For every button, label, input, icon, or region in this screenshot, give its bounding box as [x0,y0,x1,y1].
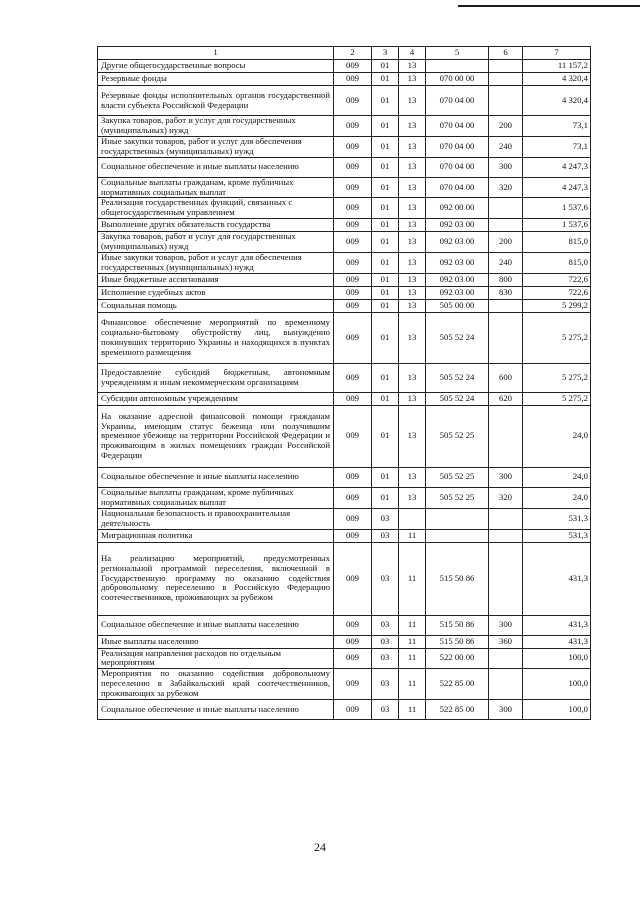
page-number: 24 [314,840,326,854]
row-subsection-cell: 13 [399,392,426,405]
row-expense-type-cell: 620 [489,392,523,405]
table-row [98,467,591,487]
row-target-article-cell: 070 04 00 [426,177,489,198]
row-expense-type-cell: 300 [489,700,523,720]
row-name-cell: Социальное обеспечение и иные выплаты населению [98,157,334,177]
row-expense-type-cell [489,529,523,542]
row-amount-cell: 100,0 [523,669,591,700]
row-code-cell: 009 [334,286,372,299]
row-subsection-cell: 13 [399,198,426,219]
row-amount-cell: 1 537,6 [523,198,591,219]
row-amount-cell: 5 275,2 [523,312,591,363]
row-subsection-cell: 11 [399,648,426,669]
row-expense-type-cell [489,312,523,363]
row-section-cell: 01 [372,116,399,137]
row-subsection-cell: 13 [399,116,426,137]
row-amount-cell: 531,3 [523,508,591,529]
row-name-cell: На оказание адресной финансовой помощи гражданам Украины, имеющим статус беженца или получившим временное убежище на территории Российской Федерации и проживающим в жилых помещениях граждан Российской Федерации [98,405,334,467]
row-amount-cell: 24,0 [523,487,591,508]
row-amount-cell: 815,0 [523,253,591,274]
row-expense-type-cell: 300 [489,157,523,177]
row-target-article-cell: 515 50 86 [426,635,489,648]
row-code-cell: 009 [334,116,372,137]
row-name-cell: Исполнение судебных актов [98,286,334,299]
row-subsection-cell: 13 [399,86,426,116]
row-expense-type-cell [489,219,523,232]
header-cell-2: 2 [334,47,372,60]
row-section-cell: 01 [372,86,399,116]
row-subsection-cell: 11 [399,669,426,700]
row-code-cell: 009 [334,648,372,669]
row-subsection-cell: 11 [399,542,426,615]
row-code-cell: 009 [334,157,372,177]
row-code-cell: 009 [334,700,372,720]
row-amount-cell: 100,0 [523,648,591,669]
row-amount-cell: 4 320,4 [523,73,591,86]
row-amount-cell: 4 247,3 [523,157,591,177]
row-code-cell: 009 [334,219,372,232]
row-section-cell: 03 [372,648,399,669]
row-code-cell: 009 [334,299,372,312]
row-name-cell: Иные выплаты населению [98,635,334,648]
row-target-article-cell: 505 52 25 [426,405,489,467]
row-section-cell: 01 [372,286,399,299]
row-subsection-cell: 13 [399,60,426,73]
table-row [98,299,591,312]
row-code-cell: 009 [334,405,372,467]
row-expense-type-cell [489,60,523,73]
row-target-article-cell: 070 04 00 [426,86,489,116]
header-cell-6: 6 [489,47,523,60]
row-name-cell: Реализация направления расходов по отдельным мероприятиям [98,648,334,669]
row-target-article-cell: 515 50 86 [426,615,489,635]
row-subsection-cell: 11 [399,615,426,635]
row-name-cell: Другие общегосударственные вопросы [98,60,334,73]
table-row [98,648,591,669]
row-subsection-cell: 13 [399,177,426,198]
row-name-cell: Миграционная политика [98,529,334,542]
row-code-cell: 009 [334,60,372,73]
header-cell-4: 4 [399,47,426,60]
row-code-cell: 009 [334,392,372,405]
row-section-cell: 01 [372,273,399,286]
row-target-article-cell [426,60,489,73]
row-subsection-cell: 13 [399,73,426,86]
table-row [98,542,591,615]
row-amount-cell: 5 275,2 [523,363,591,392]
row-name-cell: Финансовое обеспечение мероприятий по временному социально-бытовому обустройству лиц, вынужденно покинувших территорию Украины и находящихся в пунктах временного размещения [98,312,334,363]
row-target-article-cell: 522 85 00 [426,700,489,720]
row-section-cell: 01 [372,157,399,177]
row-target-article-cell: 505 52 24 [426,312,489,363]
row-subsection-cell: 13 [399,467,426,487]
row-subsection-cell: 11 [399,529,426,542]
row-name-cell: Закупка товаров, работ и услуг для государственных (муниципальных) нужд [98,116,334,137]
table-row [98,73,591,86]
row-target-article-cell: 505 52 25 [426,487,489,508]
table-row [98,508,591,529]
row-target-article-cell: 070 04 00 [426,116,489,137]
row-name-cell: На реализацию мероприятий, предусмотренных региональной программой переселения, включенной в Государственную программу по оказанию содействия добровольному переселению в Российскую Федерацию соотечественников, проживающих за рубежом [98,542,334,615]
top-edge-line [458,5,640,7]
row-subsection-cell [399,508,426,529]
row-expense-type-cell: 800 [489,273,523,286]
row-amount-cell: 431,3 [523,615,591,635]
row-expense-type-cell: 200 [489,116,523,137]
row-code-cell: 009 [334,273,372,286]
row-target-article-cell: 070 00 00 [426,73,489,86]
row-code-cell: 009 [334,508,372,529]
row-expense-type-cell: 830 [489,286,523,299]
table-row [98,136,591,157]
row-amount-cell: 24,0 [523,405,591,467]
row-expense-type-cell [489,542,523,615]
row-section-cell: 03 [372,542,399,615]
row-target-article-cell: 092 03 00 [426,273,489,286]
row-amount-cell: 722,6 [523,286,591,299]
row-section-cell: 01 [372,363,399,392]
row-amount-cell: 4 247,3 [523,177,591,198]
row-name-cell: Социальное обеспечение и иные выплаты населению [98,615,334,635]
row-amount-cell: 1 537,6 [523,219,591,232]
row-expense-type-cell [489,669,523,700]
row-section-cell: 03 [372,700,399,720]
row-amount-cell: 73,1 [523,116,591,137]
table-row [98,669,591,700]
table-row [98,312,591,363]
row-expense-type-cell: 300 [489,467,523,487]
row-subsection-cell: 13 [399,232,426,253]
row-amount-cell: 531,3 [523,529,591,542]
row-section-cell: 01 [372,136,399,157]
table-row [98,60,591,73]
row-subsection-cell: 13 [399,405,426,467]
row-section-cell: 03 [372,508,399,529]
row-target-article-cell: 092 03 00 [426,232,489,253]
row-subsection-cell: 13 [399,312,426,363]
table-row [98,487,591,508]
row-section-cell: 01 [372,405,399,467]
row-name-cell: Социальные выплаты гражданам, кроме публичных нормативных социальных выплат [98,177,334,198]
row-section-cell: 01 [372,253,399,274]
row-expense-type-cell: 200 [489,232,523,253]
row-name-cell: Социальное обеспечение и иные выплаты населению [98,700,334,720]
row-expense-type-cell [489,73,523,86]
row-name-cell: Социальное обеспечение и иные выплаты населению [98,467,334,487]
row-expense-type-cell [489,86,523,116]
row-subsection-cell: 13 [399,273,426,286]
header-cell-7: 7 [523,47,591,60]
row-section-cell: 01 [372,467,399,487]
row-code-cell: 009 [334,232,372,253]
row-code-cell: 009 [334,177,372,198]
row-code-cell: 009 [334,136,372,157]
row-target-article-cell: 092 00 00 [426,198,489,219]
row-section-cell: 01 [372,219,399,232]
row-target-article-cell: 092 03 00 [426,253,489,274]
row-subsection-cell: 13 [399,253,426,274]
row-name-cell: Социальная помощь [98,299,334,312]
row-section-cell: 01 [372,232,399,253]
row-expense-type-cell [489,405,523,467]
row-code-cell: 009 [334,363,372,392]
row-amount-cell: 431,3 [523,542,591,615]
table-row [98,86,591,116]
row-target-article-cell: 505 52 24 [426,363,489,392]
row-section-cell: 03 [372,669,399,700]
row-subsection-cell: 11 [399,700,426,720]
row-name-cell: Иные бюджетные ассигнования [98,273,334,286]
table-row [98,232,591,253]
header-cell-1: 1 [98,47,334,60]
row-section-cell: 03 [372,635,399,648]
row-section-cell: 03 [372,615,399,635]
row-code-cell: 009 [334,669,372,700]
row-amount-cell: 73,1 [523,136,591,157]
row-subsection-cell: 11 [399,635,426,648]
row-target-article-cell: 515 50 86 [426,542,489,615]
row-target-article-cell: 092 03 00 [426,219,489,232]
row-name-cell: Резервные фонды исполнительных органов государственной власти субъекта Российской Федерации [98,86,334,116]
table-row [98,273,591,286]
row-subsection-cell: 13 [399,157,426,177]
row-code-cell: 009 [334,86,372,116]
row-target-article-cell: 070 04 00 [426,157,489,177]
row-expense-type-cell: 240 [489,253,523,274]
row-name-cell: Мероприятия по оказанию содействия добровольному переселению в Забайкальский край соотечественников, проживающих за рубежом [98,669,334,700]
table-row [98,529,591,542]
row-name-cell: Реализация государственных функций, связанных с общегосударственным управлением [98,198,334,219]
row-section-cell: 01 [372,299,399,312]
row-expense-type-cell [489,648,523,669]
table-row [98,253,591,274]
row-amount-cell: 24,0 [523,467,591,487]
row-subsection-cell: 13 [399,363,426,392]
row-target-article-cell [426,508,489,529]
row-amount-cell: 100,0 [523,700,591,720]
table-row [98,700,591,720]
row-name-cell: Иные закупки товаров, работ и услуг для обеспечения государственных (муниципальных) нужд [98,253,334,274]
row-subsection-cell: 13 [399,286,426,299]
table-row [98,615,591,635]
row-expense-type-cell [489,198,523,219]
row-name-cell: Выполнение других обязательств государства [98,219,334,232]
row-code-cell: 009 [334,487,372,508]
row-target-article-cell: 522 00 00 [426,648,489,669]
row-code-cell: 009 [334,635,372,648]
row-expense-type-cell: 600 [489,363,523,392]
row-subsection-cell: 13 [399,219,426,232]
table-row [98,116,591,137]
row-code-cell: 009 [334,73,372,86]
row-name-cell: Резервные фонды [98,73,334,86]
row-amount-cell: 722,6 [523,273,591,286]
row-amount-cell: 5 275,2 [523,392,591,405]
row-code-cell: 009 [334,542,372,615]
table-row [98,177,591,198]
header-cell-5: 5 [426,47,489,60]
row-amount-cell: 11 157,2 [523,60,591,73]
table-row [98,198,591,219]
table-row [98,286,591,299]
row-code-cell: 009 [334,253,372,274]
row-section-cell: 01 [372,198,399,219]
row-target-article-cell: 505 52 24 [426,392,489,405]
row-amount-cell: 5 299,2 [523,299,591,312]
table-row [98,157,591,177]
row-section-cell: 01 [372,312,399,363]
row-expense-type-cell: 320 [489,177,523,198]
table-row [98,363,591,392]
row-name-cell: Национальная безопасность и правоохранительная деятельность [98,508,334,529]
row-target-article-cell: 505 52 25 [426,467,489,487]
row-amount-cell: 4 320,4 [523,86,591,116]
row-target-article-cell: 505 00 00 [426,299,489,312]
row-expense-type-cell: 240 [489,136,523,157]
table-header-row [98,47,591,60]
row-subsection-cell: 13 [399,136,426,157]
row-expense-type-cell [489,299,523,312]
row-target-article-cell: 092 03 00 [426,286,489,299]
row-target-article-cell: 522 85 00 [426,669,489,700]
row-name-cell: Закупка товаров, работ и услуг для государственных (муниципальных) нужд [98,232,334,253]
row-target-article-cell [426,529,489,542]
row-section-cell: 01 [372,60,399,73]
table-row [98,392,591,405]
row-section-cell: 01 [372,73,399,86]
row-subsection-cell: 13 [399,487,426,508]
row-section-cell: 01 [372,392,399,405]
row-target-article-cell: 070 04 00 [426,136,489,157]
row-name-cell: Субсидии автономным учреждениям [98,392,334,405]
row-code-cell: 009 [334,312,372,363]
row-amount-cell: 431,3 [523,635,591,648]
header-cell-3: 3 [372,47,399,60]
budget-table [97,46,591,720]
row-expense-type-cell [489,508,523,529]
table-row [98,405,591,467]
row-code-cell: 009 [334,467,372,487]
row-section-cell: 03 [372,529,399,542]
row-expense-type-cell: 300 [489,615,523,635]
row-amount-cell: 815,0 [523,232,591,253]
row-code-cell: 009 [334,198,372,219]
row-name-cell: Иные закупки товаров, работ и услуг для обеспечения государственных (муниципальных) нужд [98,136,334,157]
row-expense-type-cell: 360 [489,635,523,648]
row-code-cell: 009 [334,615,372,635]
table-row [98,635,591,648]
row-section-cell: 01 [372,487,399,508]
row-name-cell: Социальные выплаты гражданам, кроме публичных нормативных социальных выплат [98,487,334,508]
table-row [98,219,591,232]
row-code-cell: 009 [334,529,372,542]
row-expense-type-cell: 320 [489,487,523,508]
row-subsection-cell: 13 [399,299,426,312]
row-name-cell: Предоставление субсидий бюджетным, автономным учреждениям и иным некоммерческим организациям [98,363,334,392]
row-section-cell: 01 [372,177,399,198]
